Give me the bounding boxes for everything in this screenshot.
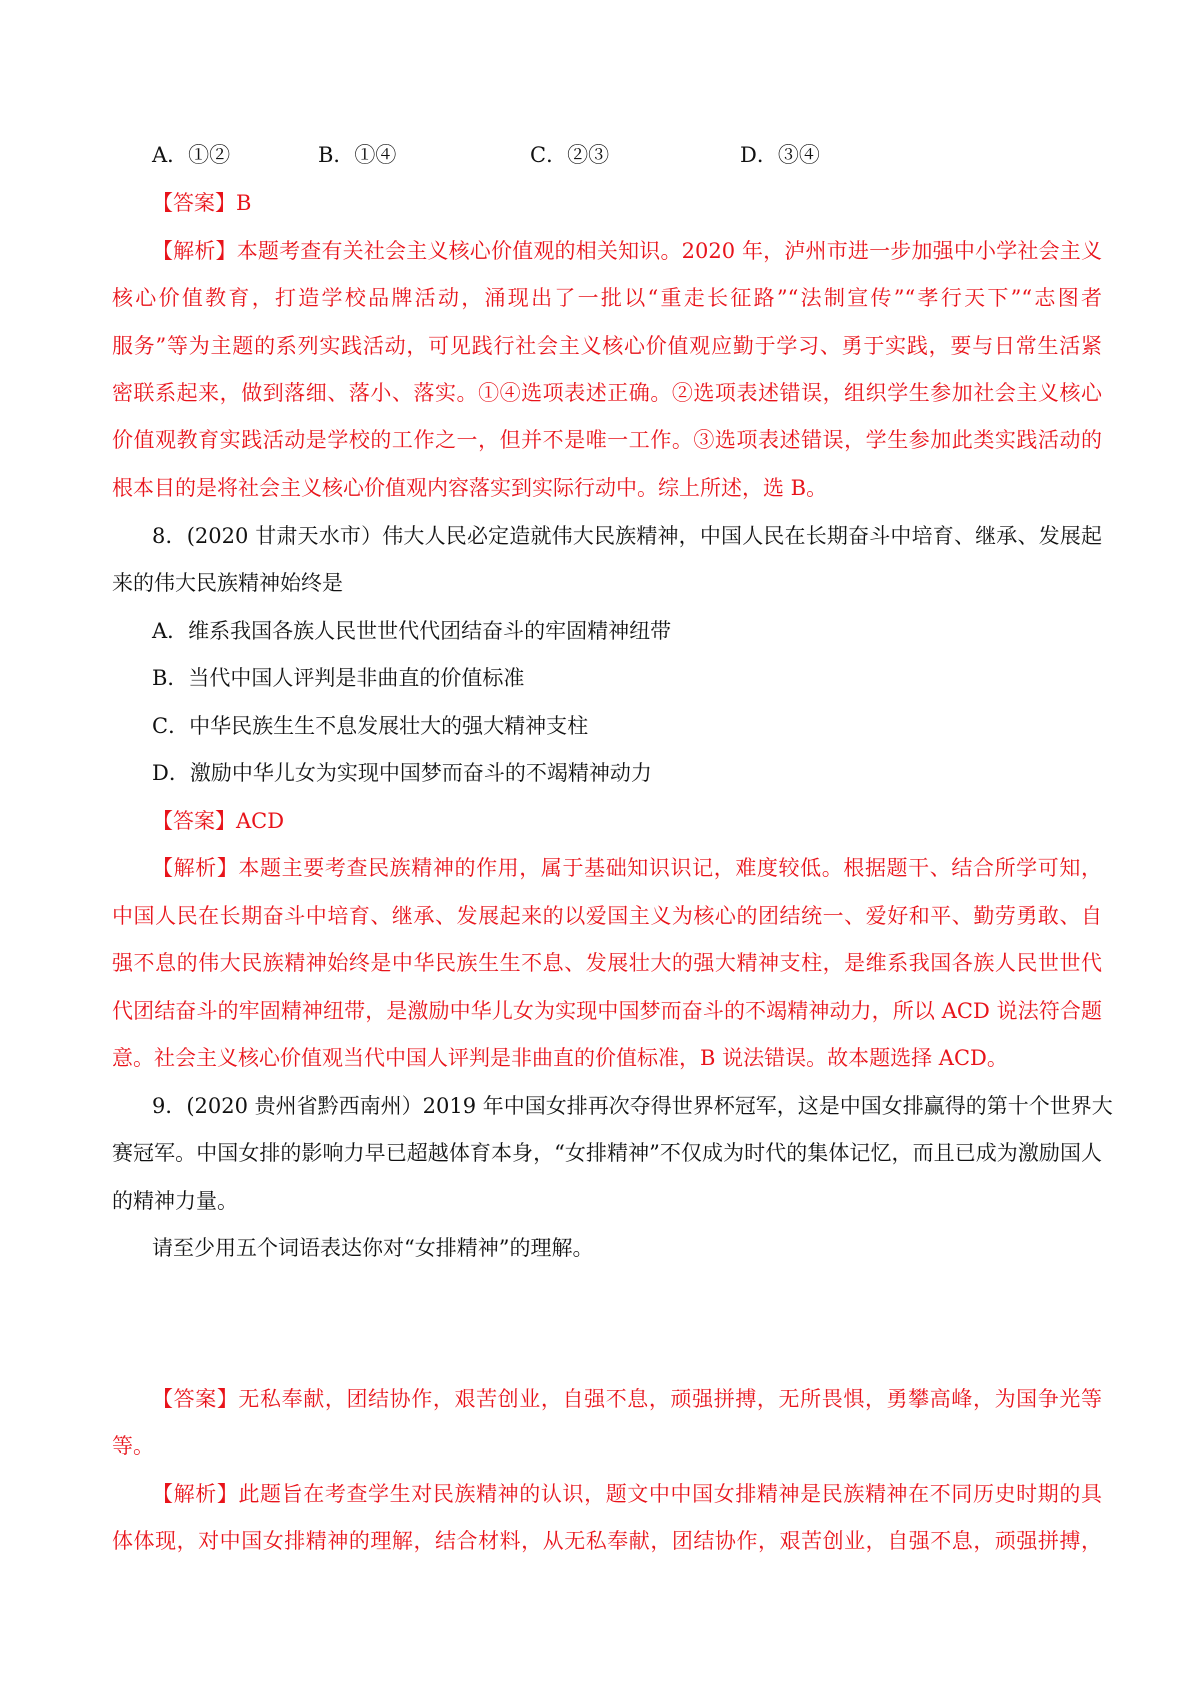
q9-stem-line: 的精神力量。 xyxy=(112,1189,238,1213)
q9-analysis-line: 体体现，对中国女排精神的理解，结合材料，从无私奉献，团结协作，艰苦创业，自强不息，顽强拼搏， xyxy=(112,1529,1102,1553)
q7-analysis-line: 价值观教育实践活动是学校的工作之一，但并不是唯一工作。③选项表述错误，学生参加此类实践活动的 xyxy=(112,428,1102,452)
q8-option-c: C．中华民族生生不息发展壮大的强大精神支柱 xyxy=(152,714,589,738)
q8-analysis-line: 中国人民在长期奋斗中培育、继承、发展起来的以爱国主义为核心的团结统一、爱好和平、勤劳勇敢、自 xyxy=(112,904,1102,928)
q8-analysis-line: 代团结奋斗的牢固精神纽带，是激励中华儿女为实现中国梦而奋斗的不竭精神动力，所以 ACD 说法符合题 xyxy=(112,999,1102,1023)
q8-analysis-line: 【解析】本题主要考查民族精神的作用，属于基础知识识记，难度较低。根据题干、结合所学可知， xyxy=(152,856,1102,880)
q7-option-b: B．①④ xyxy=(318,143,397,167)
q7-option-c: C．②③ xyxy=(530,143,610,167)
q9-stem-line: 9．(2020 贵州省黔西南州）2019 年中国女排再次夺得世界杯冠军，这是中国女排赢得的第十个世界大 xyxy=(152,1094,1113,1118)
q8-analysis-line: 强不息的伟大民族精神始终是中华民族生生不息、发展壮大的强大精神支柱，是维系我国各族人民世世代 xyxy=(112,951,1102,975)
q7-option-a: A．①② xyxy=(152,143,231,167)
q9-analysis-line: 【解析】此题旨在考查学生对民族精神的认识，题文中中国女排精神是民族精神在不同历史时期的具 xyxy=(152,1482,1102,1506)
q8-option-b: B．当代中国人评判是非曲直的价值标准 xyxy=(152,666,525,690)
q7-option-d: D．③④ xyxy=(740,143,820,167)
q7-analysis-line: 根本目的是将社会主义核心价值观内容落实到实际行动中。综上所述，选 B。 xyxy=(112,476,828,500)
q8-option-d: D．激励中华儿女为实现中国梦而奋斗的不竭精神动力 xyxy=(152,761,652,785)
q9-answer-line: 等。 xyxy=(112,1434,154,1458)
q8-option-a: A．维系我国各族人民世世代代团结奋斗的牢固精神纽带 xyxy=(152,619,672,643)
q9-stem-line: 赛冠军。中国女排的影响力早已超越体育本身，“女排精神”不仅成为时代的集体记忆，而且已成为激励国人 xyxy=(112,1141,1102,1165)
q8-answer: 【答案】ACD xyxy=(152,809,285,833)
q8-stem-line: 来的伟大民族精神始终是 xyxy=(112,571,343,595)
q7-analysis-line: 核心价值教育，打造学校品牌活动，涌现出了一批以“重走长征路”“法制宣传”“孝行天下”“志图者 xyxy=(112,286,1102,310)
q8-analysis-line: 意。社会主义核心价值观当代中国人评判是非曲直的价值标准，B 说法错误。故本题选择 ACD。 xyxy=(112,1046,1008,1070)
q7-analysis-line: 密联系起来，做到落细、落小、落实。①④选项表述正确。②选项表述错误，组织学生参加社会主义核心 xyxy=(112,381,1102,405)
q7-answer: 【答案】B xyxy=(152,191,252,215)
q8-stem-line: 8．(2020 甘肃天水市）伟大人民必定造就伟大民族精神，中国人民在长期奋斗中培育、继承、发展起 xyxy=(152,524,1102,548)
q9-answer-line: 【答案】无私奉献，团结协作，艰苦创业，自强不息，顽强拼搏，无所畏惧，勇攀高峰，为国争光等 xyxy=(152,1387,1102,1411)
q7-analysis-line: 服务”等为主题的系列实践活动，可见践行社会主义核心价值观应勤于学习、勇于实践，要与日常生活紧 xyxy=(112,334,1102,358)
q7-analysis-line: 【解析】本题考查有关社会主义核心价值观的相关知识。2020 年，泸州市进一步加强中小学社会主义 xyxy=(152,239,1102,263)
q9-prompt: 请至少用五个词语表达你对“女排精神”的理解。 xyxy=(152,1236,594,1260)
